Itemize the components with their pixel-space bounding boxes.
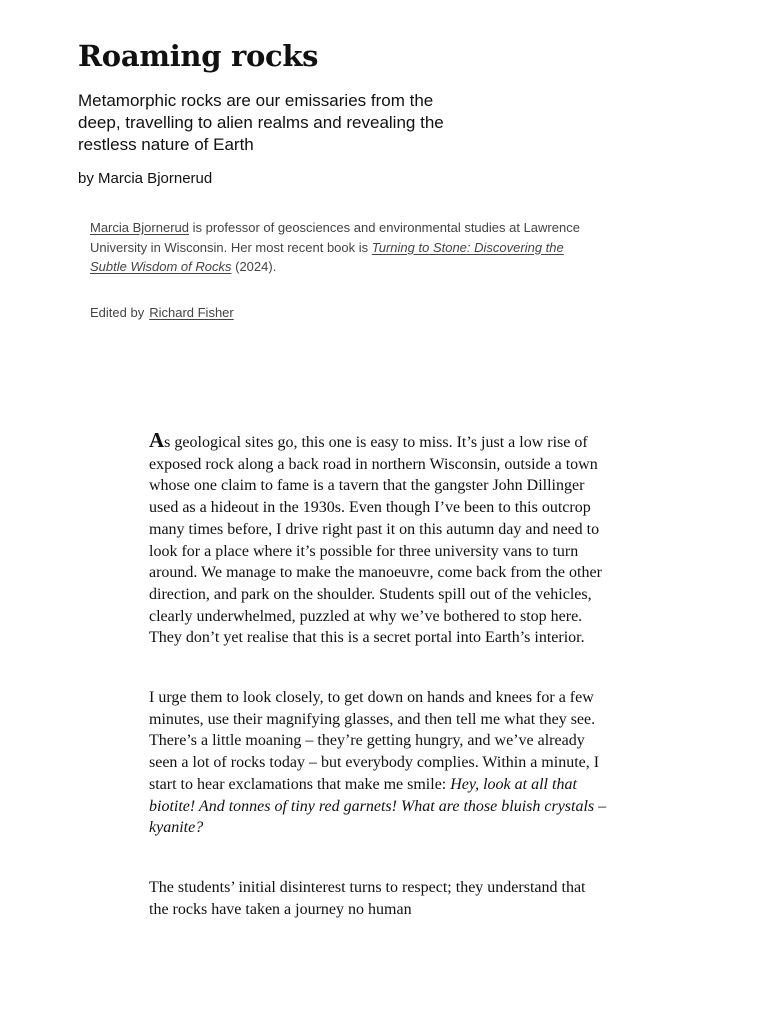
article-title: Roaming rocks [78,39,319,73]
drop-cap: A [149,428,165,452]
author-bio-link[interactable]: Marcia Bjornerud [90,220,189,235]
edited-by-label: Edited by [90,305,145,320]
article-paragraph-1 [149,430,609,649]
article-header [78,36,498,189]
paragraph-2-text: I urge them to look closely, to get down on hands and knees for a few minutes, use their magnifying glasses, and then tell me what they see. There’s a little moaning – they’re getting hungry, and we’ve already seen a lot of rocks today – but everybody complies. Within a minute, I start to hear exclamations that make me smile: [149,689,600,793]
article-standfirst: Metamorphic rocks are our emissaries from the deep, travelling to alien realms and revealing the restless nature of Earth [78,91,444,154]
paragraph-1-text: s geological sites go, this one is easy to miss. It’s just a low rise of exposed rock along a back road in northern Wisconsin, outside a town whose one claim to fame is a tavern that the gangster John Dillinger used as a hideout in the 1930s. Even though I’ve been to this outcrop many times before, I drive right past it on this autumn day and need to look for a place where it’s possible for three university vans to turn around. We manage to make the manoeuvre, come back from the other direction, and park on the shoulder. Students spill out of the vehicles, clearly underwhelmed, puzzled at why we’ve bothered to stop here. They don’t yet realise that this is a secret portal into Earth’s interior. [149,434,602,647]
edited-by [90,304,234,322]
book-link[interactable]: Turning to Stone: Discovering the Subtle Wisdom of Rocks [90,239,564,274]
paragraph-2-quote: Hey, look at all that biotite! And tonnes of tiny red garnets! What are those bluish crystals – kyanite? [149,775,607,837]
article-byline: by Marcia Bjornerud [78,170,213,187]
author-bio-text: is professor of geosciences and environmental studies at Lawrence University in Wisconsin. Her most recent book is [90,220,580,255]
author-bio-year: (2024). [231,259,277,274]
article-paragraph-3 [149,877,609,920]
author-bio [90,218,580,277]
article-paragraph-2 [149,687,609,839]
editor-link[interactable]: Richard Fisher [149,305,234,320]
article-body [149,430,609,958]
paragraph-3-text: The students’ initial disinterest turns to respect; they understand that the rocks have taken a journey no human [149,878,586,918]
